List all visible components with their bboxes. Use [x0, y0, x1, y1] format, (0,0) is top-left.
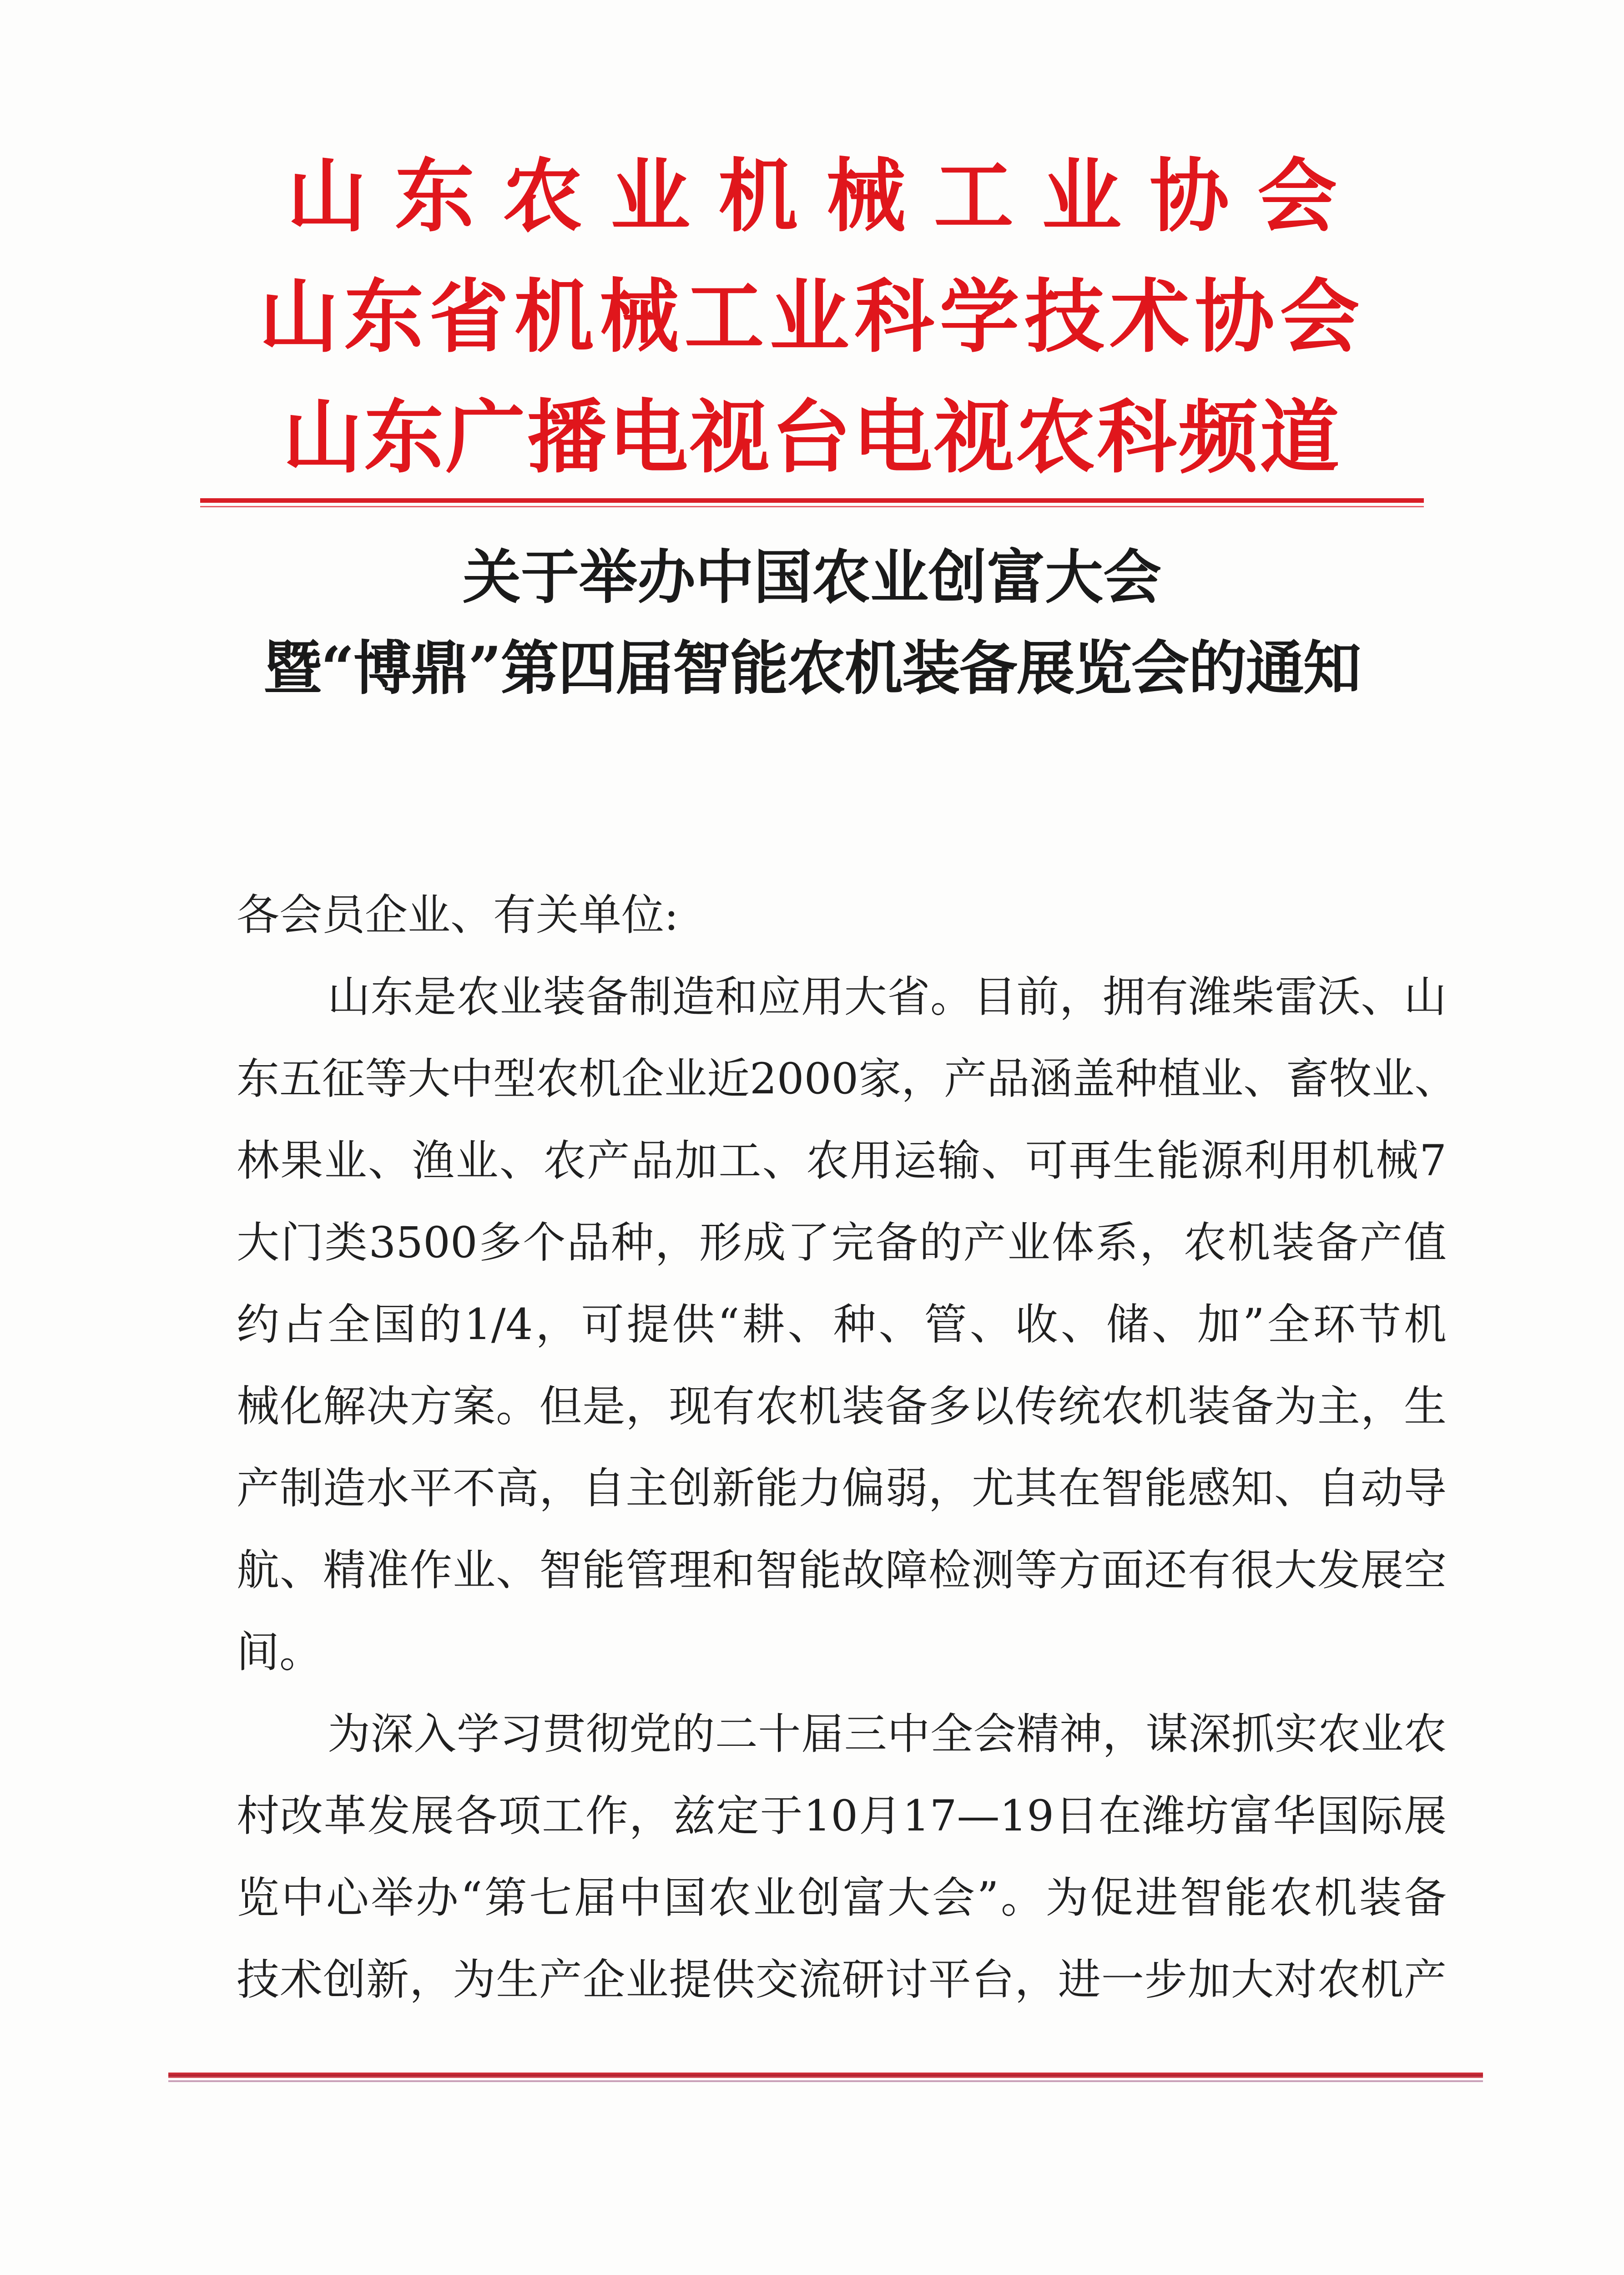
notice-title-line-1: 关于举办中国农业创富大会 — [462, 543, 1161, 612]
header-divider — [200, 498, 1424, 503]
body-line: 航、精准作业、智能管理和智能故障检测等方面还有很大发展空 — [237, 1546, 1447, 1595]
body-line: 为深入学习贯彻党的二十届三中全会精神，谋深抓实农业农 — [328, 1709, 1447, 1759]
body-line: 东五征等大中型农机企业近2000家，产品涵盖种植业、畜牧业、 — [237, 1054, 1458, 1104]
body-line: 械化解决方案。但是，现有农机装备多以传统农机装备为主，生 — [237, 1382, 1447, 1431]
body-line: 村改革发展各项工作，兹定于10月17—19日在潍坊富华国际展 — [237, 1791, 1447, 1841]
salutation: 各会员企业、有关单位: — [237, 890, 679, 940]
body-line: 约占全国的1/4，可提供“耕、种、管、收、储、加”全环节机 — [237, 1300, 1447, 1350]
org-name-machinery-science-association: 山东省机械工业科学技术协会 — [259, 271, 1365, 364]
body-line: 林果业、渔业、农产品加工、农用运输、可再生能源利用机械7 — [237, 1136, 1447, 1186]
body-line: 大门类3500多个品种，形成了完备的产业体系，农机装备产值 — [237, 1218, 1447, 1268]
body-line: 产制造水平不高，自主创新能力偏弱，尤其在智能感知、自动导 — [237, 1464, 1447, 1513]
footer-divider-thin — [168, 2080, 1483, 2082]
notice-title-line-2: 暨“博鼎”第四届智能农机装备展览会的通知 — [263, 634, 1361, 703]
body-line: 间。 — [237, 1628, 323, 1677]
header-divider-thin — [200, 506, 1424, 507]
org-name-tv-agriculture-channel: 山东广播电视台电视农科频道 — [282, 392, 1342, 484]
body-line: 技术创新，为生产企业提供交流研讨平台，进一步加大对农机产 — [237, 1955, 1447, 2005]
body-line: 览中心举办“第七届中国农业创富大会”。为促进智能农机装备 — [237, 1873, 1447, 1923]
org-name-agricultural-machinery-association: 山东农业机械工业协会 — [287, 151, 1365, 243]
footer-divider — [168, 2073, 1483, 2078]
body-line: 山东是农业装备制造和应用大省。目前，拥有潍柴雷沃、山 — [328, 972, 1447, 1022]
